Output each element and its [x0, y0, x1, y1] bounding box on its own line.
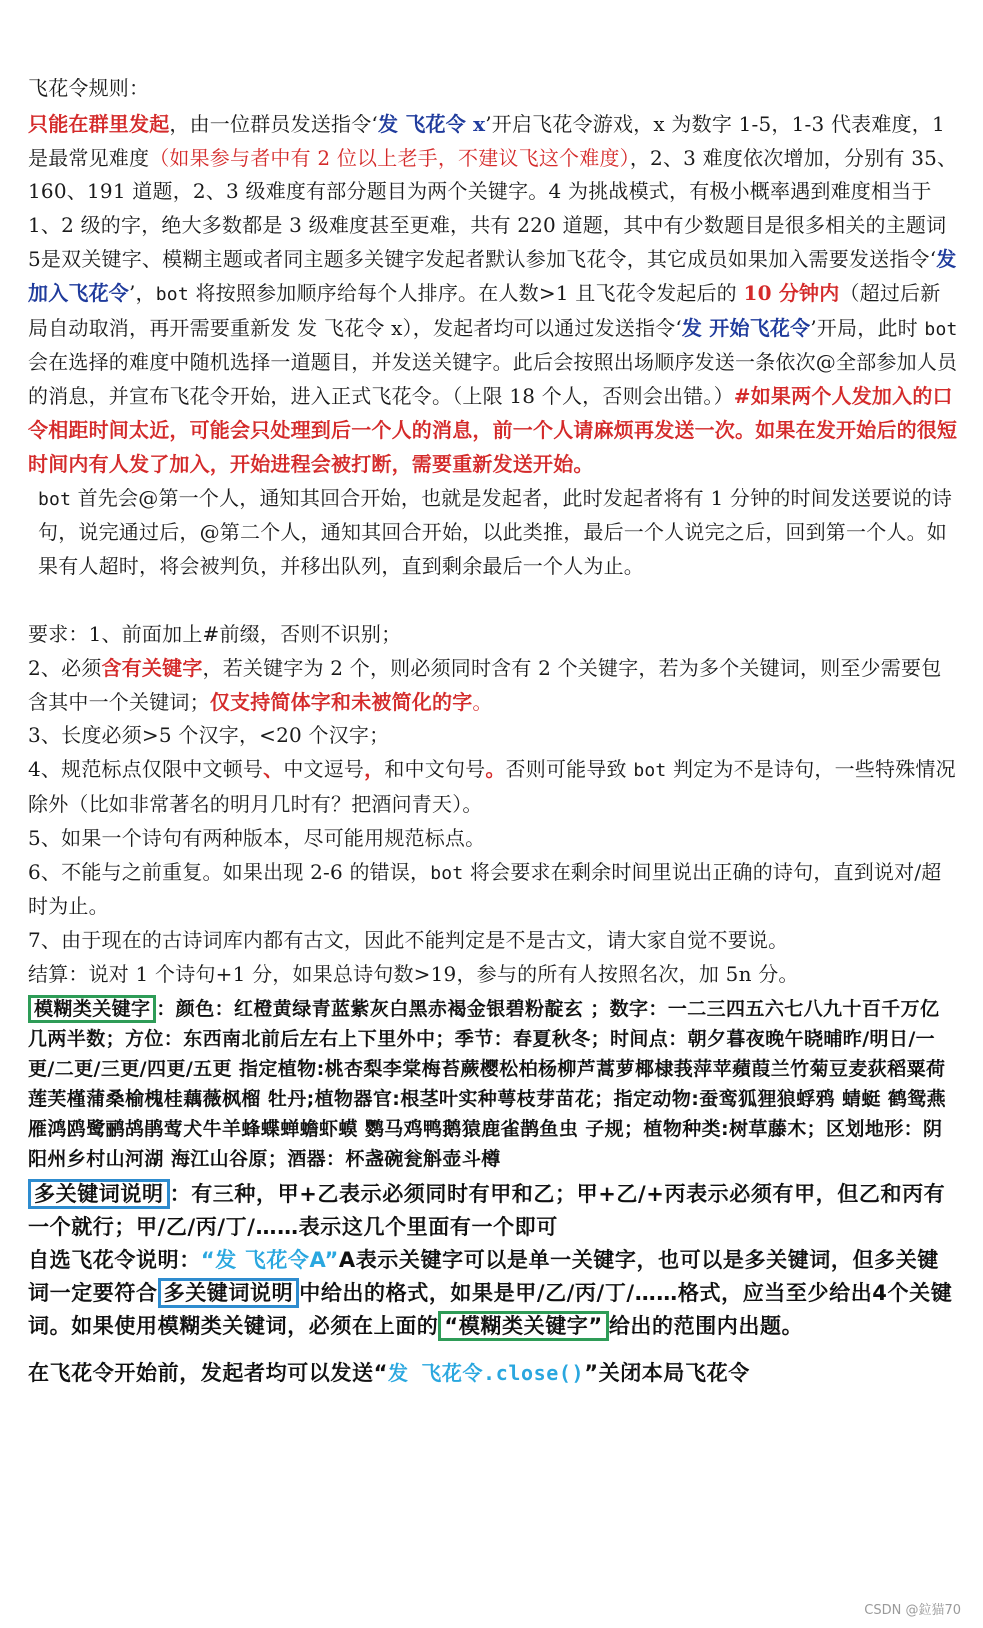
text: （超过后新局自动取消，再开需要重新发 发 飞花令 x），发起者均可以通过发送指令‘	[28, 280, 941, 340]
requirement-1: 要求：1、前面加上#前缀，否则不识别；	[28, 621, 402, 646]
text: 和中文句号	[384, 757, 486, 782]
text: ”关闭本局飞花令	[584, 1360, 750, 1385]
command-join: 发 加入飞花令	[28, 246, 957, 305]
fuzzy-keywords-ref: “模糊类关键字”	[438, 1311, 608, 1341]
highlight: 仅支持简体字和未被简化的字	[209, 689, 473, 714]
text: ’开启飞花令游戏，x 为数字 1-5，1-3 代表难度，1 是最常见难度	[28, 111, 945, 170]
multi-keywords-ref: 多关键词说明	[158, 1278, 300, 1308]
requirement-2	[28, 652, 958, 720]
requirement-4	[28, 753, 958, 822]
rules-paragraph-1	[28, 108, 958, 482]
text: 首先会@第一个人，通知其回合开始，也就是发起者，此时发起者将有 1 分钟的时间发送要说的诗句，说完通过后，@第二个人，通知其回合开始，以此类推，最后一个人说完之后，回到第一个人。如果有人超时，将会被判负，并移出队列，直到剩余最后一个人为止。	[38, 485, 953, 579]
rules-title: 飞花令规则：	[28, 76, 150, 100]
join-timing-warning: #如果两个人发加入的口令相距时间太近，可能会只处理到后一个人的消息，前一个人请麻烦再发送一次。如果在发开始后的很短时间内有人发了加入，开始进程会被打断，需要重新发送开始。	[28, 384, 958, 476]
text: 4、规范标点仅限中文顿号	[28, 757, 264, 782]
custom-section	[28, 1244, 958, 1343]
highlight: 。	[485, 757, 506, 782]
requirement-6	[28, 856, 958, 925]
rules-paragraph-2	[28, 482, 958, 584]
text: A表示关键字可以是单一关键字，也可以是多关键词，但多关键词一定要符合	[28, 1247, 939, 1305]
document-body	[28, 72, 958, 1390]
fuzzy-keywords-list: ：颜色：红橙黄绿青蓝紫灰白黑赤褐金银碧粉靛玄 ；数字：一二三四五六七八九十百千万亿几两半数；方位：东西南北前后左右上下里外中；季节：春夏秋冬；时间点：朝夕暮夜晚午晓晡昨/明日/一更/二更/三更/四更/五更 指定植物:桃杏梨李棠梅苔蕨樱松柏杨柳芦蒿萝椰棣莪萍苹蘋葭兰竹菊豆麦荻稻粟荷莲芙槿蒲桑榆槐桂藕薇枫榴 牡丹;植物器官:根茎叶实种萼枝芽苗花；指定动物:蚕鸾狐狸狼蜉鸦 蜻蜓 鹤鸳燕雁鸿鸥鹭鹂鸪鹃莺犬牛羊蜂蝶蝉蟾虾蟆 鹦马鸡鸭鹅猿鹿雀鹊鱼虫 子规；植物种类:树草藤木；区划地形：阴阳州乡村山河湖 海江山谷原；酒器：杯盏碗瓮斛壶斗樽	[28, 997, 947, 1170]
multi-keywords-label: 多关键词说明	[28, 1179, 170, 1209]
command-begin: 发 开始飞花令	[681, 315, 811, 340]
text: 中给出的格式，如果是甲/乙/丙/丁/……格式，应当至少给出4个关键词。如果使用模糊类关键词，必须在上面的	[28, 1280, 953, 1338]
requirement-3: 3、长度必须>5 个汉字，<20 个汉字；	[28, 723, 390, 748]
text: 。	[472, 689, 493, 714]
multi-keywords-section	[28, 1178, 958, 1244]
bot-label: bot	[430, 862, 464, 884]
command-start: 发 飞花令 x	[377, 111, 486, 136]
rule-group-only: 只能在群里发起	[28, 111, 170, 136]
text: 将按照参加顺序给每个人排序。在人数>1 且飞花令发起后的	[188, 280, 744, 305]
difficulty-warning: （如果参与者中有 2 位以上老手，不建议飞这个难度）	[149, 145, 630, 170]
spacer	[28, 584, 958, 618]
text: 否则可能导致	[505, 757, 634, 782]
highlight: 含有关键字	[101, 655, 203, 680]
requirement-7: 7、由于现在的古诗词库内都有古文，因此不能判定是不是古文，请大家自觉不要说。	[28, 928, 789, 953]
text: 在飞花令开始前，发起者均可以发送“	[28, 1360, 389, 1385]
fuzzy-keywords-section	[28, 994, 958, 1174]
fuzzy-keywords-label: 模糊类关键字	[28, 995, 156, 1023]
bot-label: bot	[155, 283, 189, 305]
text: 将会要求在剩余时间里说出正确的诗句，直到说对/超时为止。	[28, 859, 942, 919]
close-section	[28, 1357, 958, 1390]
text: ，由一位群员发送指令‘	[169, 111, 378, 136]
bot-label: bot	[924, 318, 958, 340]
text: 自选飞花令说明：	[28, 1247, 201, 1272]
text: 会在选择的难度中随机选择一道题目，并发送关键字。此后会按照出场顺序发送一条依次@全部参加人员的消息，并宣布飞花令开始，进入正式飞花令。（上限 18 个人，否则会出错。）	[28, 350, 958, 409]
text: 判定为不是诗句，一些特殊情况除外（比如非常著名的明月几时有？把酒问青天）。	[28, 757, 956, 816]
text: ，2、3 难度依次增加，分别有 35、160、191 道题，2、3 级难度有部分题目为两个关键字。4 为挑战模式，有极小概率遇到难度相当于 1、2 级的字，绝大多数都是 3 级难度甚至更难，共有 220 道题，其中有少数题目是很多相关的主题词5是双关键字、模糊主题或者同主题多关键字发起者默认参加飞花令，其它成员如果加入需要发送指令‘	[28, 145, 958, 271]
time-limit: 10 分钟内	[743, 280, 840, 305]
highlight: 、	[263, 757, 284, 782]
bot-label: bot	[633, 760, 667, 782]
text: ’开局，此时	[810, 315, 925, 340]
custom-command: “发 飞花令A”	[200, 1247, 339, 1272]
text: 给出的范围内出题。	[608, 1313, 804, 1338]
watermark: CSDN @鉝猫70	[864, 1603, 961, 1618]
requirement-5: 5、如果一个诗句有两种版本，尽可能用规范标点。	[28, 825, 486, 850]
multi-keywords-text: ：有三种，甲+乙表示必须同时有甲和乙；甲+乙/+丙表示必须有甲，但乙和丙有一个就行；甲/乙/丙/丁/……表示这几个里面有一个即可	[28, 1181, 946, 1239]
close-command: 发 飞花令.close()	[388, 1360, 585, 1385]
text: ，若关键字为 2 个，则必须同时含有 2 个关键字，若为多个关键词，则至少需要包含其中一个关键词；	[28, 655, 942, 714]
text: 中文逗号	[283, 757, 365, 782]
scoring: 结算：说对 1 个诗句+1 分，如果总诗句数>19，参与的所有人按照名次，加 5n 分。	[28, 961, 799, 986]
text: ’，	[129, 280, 156, 305]
bot-label: bot	[38, 488, 72, 510]
text: 2、必须	[28, 655, 102, 680]
highlight: ，	[364, 757, 385, 782]
text: 6、不能与之前重复。如果出现 2-6 的错误，	[28, 859, 431, 884]
